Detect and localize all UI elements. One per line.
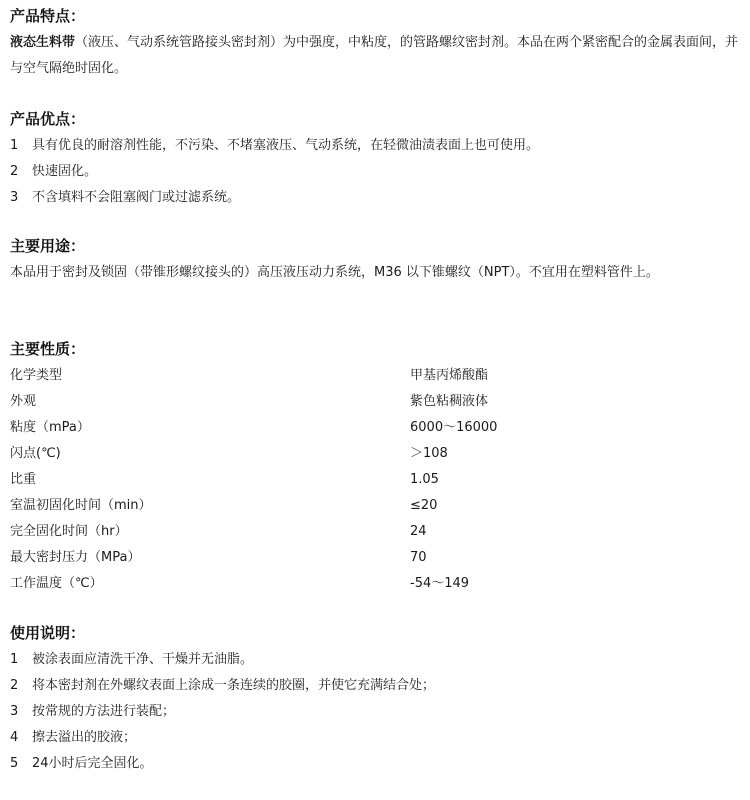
table-row <box>10 415 710 441</box>
table-row <box>10 493 710 519</box>
properties-section <box>10 339 740 597</box>
property-name: 外观 <box>10 394 37 409</box>
list-item <box>10 699 740 725</box>
list-item-number: 3 <box>10 190 19 205</box>
table-row <box>10 571 710 597</box>
list-item-number: 4 <box>10 730 19 745</box>
list-item-text: 被涂表面应清洗干净、干燥并无油脂。 <box>32 652 254 667</box>
table-row <box>10 363 710 389</box>
list-item <box>10 133 740 159</box>
instructions-list <box>10 647 740 777</box>
property-value: 紫色粘稠液体 <box>410 394 489 409</box>
list-item <box>10 185 740 211</box>
table-row <box>10 389 710 415</box>
property-value: 70 <box>410 550 427 565</box>
list-item-number: 5 <box>10 756 19 771</box>
table-row <box>10 467 710 493</box>
list-item-text: 不含填料不会阻塞阀门或过滤系统。 <box>32 190 241 205</box>
advantages-heading: 产品优点： <box>10 110 86 128</box>
property-value: 24 <box>410 524 427 539</box>
list-item-number: 3 <box>10 704 19 719</box>
features-text: （液压、气动系统管路接头密封剂）为中强度，中粘度，的管路螺纹密封剂。本品在两个紧密配合的金属表面间，并与空气隔绝时固化。 <box>10 35 739 76</box>
list-item-number: 1 <box>10 138 19 153</box>
property-name: 工作温度（℃） <box>10 576 103 591</box>
property-value: -54～149 <box>410 576 470 591</box>
property-name: 完全固化时间（hr） <box>10 524 128 539</box>
table-row <box>10 441 710 467</box>
list-item-number: 2 <box>10 164 19 179</box>
usage-paragraph: 本品用于密封及锁固（带锥形螺纹接头的）高压液压动力系统，M36 以下锥螺纹（NPT）。不宜用在塑料管件上。 <box>10 265 659 280</box>
list-item-number: 1 <box>10 652 19 667</box>
properties-heading: 主要性质： <box>10 340 86 358</box>
advantages-section <box>10 109 740 211</box>
list-item <box>10 725 740 751</box>
property-name: 化学类型 <box>10 368 63 383</box>
list-item <box>10 647 740 673</box>
table-row <box>10 545 710 571</box>
property-value: ≤20 <box>410 498 438 513</box>
list-item <box>10 673 740 699</box>
property-name: 粘度（mPa） <box>10 420 90 435</box>
property-name: 最大密封压力（MPa） <box>10 550 141 565</box>
property-name: 比重 <box>10 472 37 487</box>
instructions-section <box>10 623 740 777</box>
usage-heading: 主要用途： <box>10 237 86 255</box>
property-value: 6000～16000 <box>410 420 498 435</box>
property-name: 闪点(℃) <box>10 446 61 461</box>
list-item <box>10 751 740 777</box>
features-paragraph <box>10 30 740 82</box>
list-item-text: 将本密封剂在外螺纹表面上涂成一条连续的胶圈，并使它充满结合处； <box>32 678 436 693</box>
instructions-heading: 使用说明： <box>10 624 86 642</box>
list-item-number: 2 <box>10 678 19 693</box>
property-name: 室温初固化时间（min） <box>10 498 152 513</box>
features-section <box>10 6 740 82</box>
list-item-text: 具有优良的耐溶剂性能，不污染、不堵塞液压、气动系统，在轻微油渍表面上也可使用。 <box>32 138 540 153</box>
features-heading: 产品特点： <box>10 7 86 25</box>
usage-section <box>10 236 740 286</box>
property-value: 1.05 <box>410 472 439 487</box>
list-item-text: 24小时后完全固化。 <box>32 756 153 771</box>
list-item-text: 按常规的方法进行装配； <box>32 704 176 719</box>
property-value: 甲基丙烯酸酯 <box>410 368 489 383</box>
features-lead: 液态生料带 <box>10 35 76 50</box>
list-item-text: 快速固化。 <box>32 164 98 179</box>
table-row <box>10 519 710 545</box>
properties-table <box>10 363 710 597</box>
list-item-text: 擦去溢出的胶液； <box>32 730 137 745</box>
advantages-list <box>10 133 740 211</box>
property-value: ＞108 <box>410 446 448 461</box>
list-item <box>10 159 740 185</box>
